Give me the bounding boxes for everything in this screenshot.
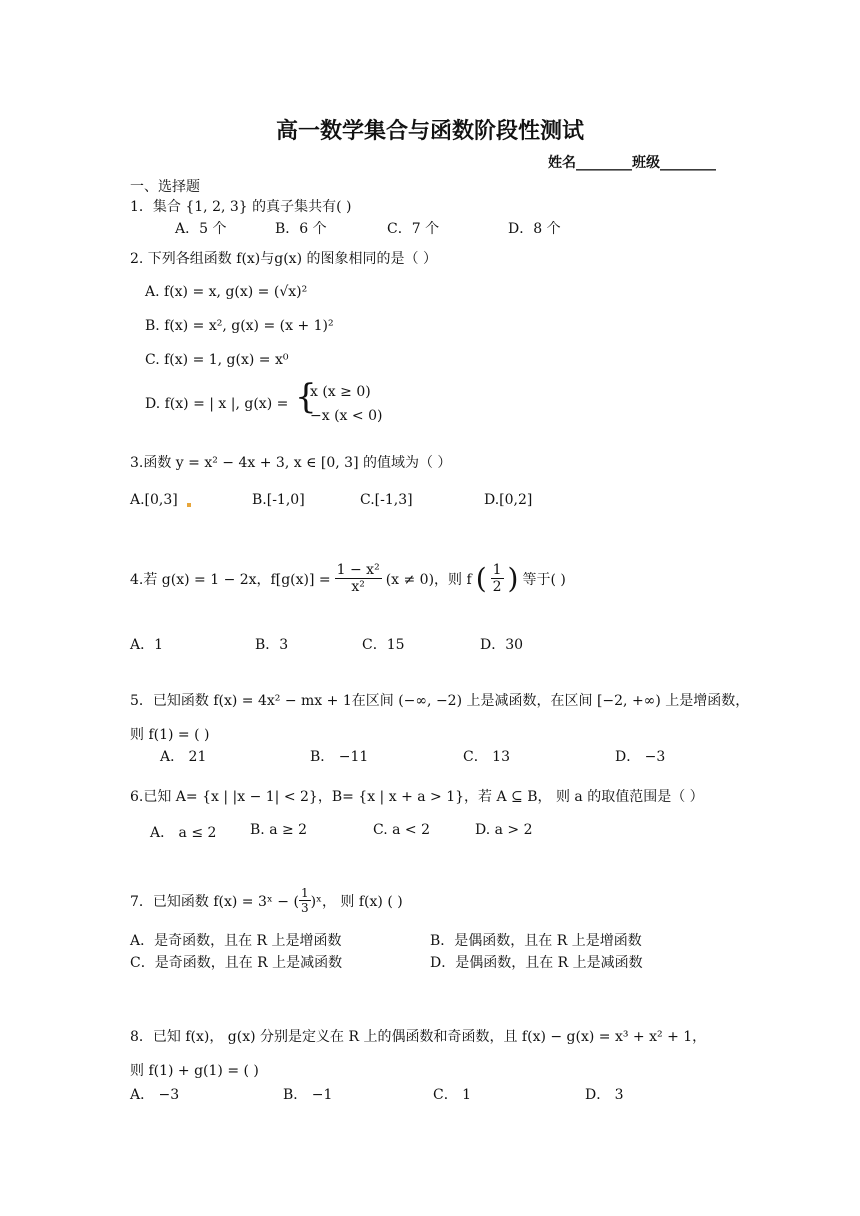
question-2-option-d-prefix: D. f(x) = | x |, g(x) = xyxy=(145,396,289,412)
question-5-stem-2: 则 f(1) = ( ) xyxy=(130,727,210,743)
question-8-option-c: C． 1 xyxy=(433,1087,472,1103)
question-7-option-b: B．是偶函数，且在 R 上是增函数 xyxy=(430,933,642,949)
question-7-fraction-denominator: 3 xyxy=(300,901,309,915)
question-6-option-d: D. a > 2 xyxy=(475,822,533,838)
question-1-option-d: D．8 个 xyxy=(508,221,561,237)
question-3-option-a: A.[0,3] xyxy=(130,492,178,508)
question-1-option-a: A．5 个 xyxy=(175,221,227,237)
question-8-option-b: B． −1 xyxy=(283,1087,333,1103)
question-6-option-b: B. a ≥ 2 xyxy=(250,822,308,838)
question-5-option-d: D． −3 xyxy=(615,749,666,765)
question-7-stem xyxy=(130,886,403,915)
question-3-stem: 3.函数 y = x² − 4x + 3, x ∈ [0, 3] 的值域为（ ） xyxy=(130,455,452,471)
question-4-stem-mid: (x ≠ 0)，则 f xyxy=(385,571,472,588)
section-heading: 一、选择题 xyxy=(130,179,200,195)
question-7-stem-post: )ˣ， 则 f(x) ( ) xyxy=(310,893,403,910)
question-5-option-a: A． 21 xyxy=(160,749,207,765)
question-8-option-a: A． −3 xyxy=(130,1087,180,1103)
question-4-option-a: A．1 xyxy=(130,637,164,653)
paren-right: ) xyxy=(507,562,519,595)
question-2-option-d-case-2: −x (x < 0) xyxy=(310,408,383,424)
page-title: 高一数学集合与函数阶段性测试 xyxy=(275,119,584,144)
question-4-half-denominator: 2 xyxy=(492,579,502,595)
question-4-stem-pre: 4.若 g(x) = 1 − 2x，f[g(x)] = xyxy=(130,571,331,588)
question-7-stem-pre: 7．已知函数 f(x) = 3ˣ − ( xyxy=(130,893,299,910)
question-4-option-d: D．30 xyxy=(480,637,524,653)
question-4-stem xyxy=(130,562,566,595)
question-7-option-c: C．是奇函数，且在 R 上是减函数 xyxy=(130,955,343,971)
question-1-stem: 1．集合 {1, 2, 3} 的真子集共有( ) xyxy=(130,199,352,215)
name-class-line: 姓名________班级________ xyxy=(548,155,716,171)
question-4-half-numerator: 1 xyxy=(492,562,502,578)
question-4-fraction xyxy=(335,562,382,595)
question-8-option-d: D． 3 xyxy=(585,1087,624,1103)
question-8-stem-2: 则 f(1) + g(1) = ( ) xyxy=(130,1063,259,1079)
question-5-stem: 5．已知函数 f(x) = 4x² − mx + 1在区间 (−∞, −2) 上是减函数，在区间 [−2, +∞) 上是增函数， xyxy=(130,693,750,709)
question-5-option-c: C． 13 xyxy=(463,749,510,765)
question-3-option-c: C.[-1,3] xyxy=(360,492,413,508)
question-4-option-c: C．15 xyxy=(362,637,405,653)
question-3-option-d: D.[0,2] xyxy=(484,492,533,508)
piecewise-brace: { xyxy=(295,377,317,417)
question-4-fraction-numerator: 1 − x² xyxy=(336,562,380,578)
question-4-fraction-denominator: x² xyxy=(351,579,365,595)
question-3-option-b: B.[-1,0] xyxy=(252,492,305,508)
question-7-fraction xyxy=(299,886,311,915)
question-7-option-a: A．是奇函数，且在 R 上是增函数 xyxy=(130,933,342,949)
highlight-mark xyxy=(187,503,191,507)
question-1-option-c: C．7 个 xyxy=(387,221,440,237)
question-4-stem-post: 等于( ) xyxy=(522,571,566,588)
question-6-option-a: A． a ≤ 2 xyxy=(150,825,217,841)
question-5-option-b: B． −11 xyxy=(310,749,369,765)
question-2-stem: 2. 下列各组函数 f(x)与g(x) 的图象相同的是（ ） xyxy=(130,251,437,267)
question-6-option-c: C. a < 2 xyxy=(373,822,430,838)
question-1-option-b: B．6 个 xyxy=(275,221,327,237)
question-6-stem: 6.已知 A= {x | |x − 1| < 2}，B= {x | x + a > 1}，若 A ⊆ B， 则 a 的取值范围是（ ） xyxy=(130,789,704,805)
question-4-half xyxy=(491,562,504,595)
question-8-stem: 8．已知 f(x)， g(x) 分别是定义在 R 上的偶函数和奇函数，且 f(x) − g(x) = x³ + x² + 1， xyxy=(130,1029,707,1045)
question-4-option-b: B．3 xyxy=(255,637,289,653)
question-7-fraction-numerator: 1 xyxy=(300,886,309,900)
question-2-option-a: A. f(x) = x, g(x) = (√x)² xyxy=(145,284,308,300)
question-2-option-c: C. f(x) = 1, g(x) = x⁰ xyxy=(145,352,289,368)
question-7-option-d: D．是偶函数，且在 R 上是减函数 xyxy=(430,955,643,971)
question-2-option-d-case-1: x (x ≥ 0) xyxy=(310,384,371,400)
paren-left: ( xyxy=(475,562,487,595)
question-2-option-b: B. f(x) = x², g(x) = (x + 1)² xyxy=(145,318,334,334)
